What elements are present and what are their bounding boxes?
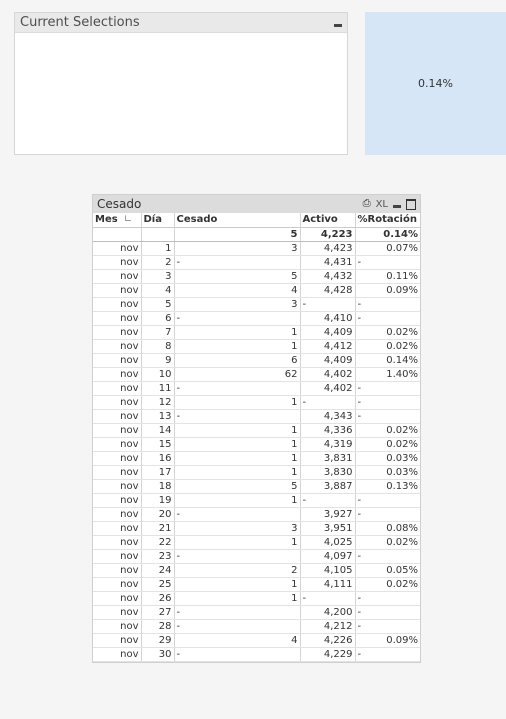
cell-dia[interactable]: 15 [141,437,174,451]
cell-cesado[interactable]: 1 [174,437,300,451]
cell-cesado[interactable]: - [174,647,300,661]
cell-cesado[interactable]: 4 [174,633,300,647]
cell-mes[interactable]: nov [93,605,141,619]
cell-mes[interactable]: nov [93,395,141,409]
table-row[interactable] [93,339,420,353]
cell-mes[interactable]: nov [93,465,141,479]
table-row[interactable] [93,465,420,479]
cell-dia[interactable]: 6 [141,311,174,325]
cell-mes[interactable]: nov [93,325,141,339]
column-header-mes[interactable]: Mes ∟ [93,213,141,227]
cell-mes[interactable]: nov [93,423,141,437]
table-row[interactable] [93,591,420,605]
rotation-kpi-value: 0.14% [418,77,453,90]
cell-activo[interactable]: 4,423 [300,241,355,255]
cell-cesado[interactable]: 3 [174,521,300,535]
table-row[interactable] [93,283,420,297]
cell-dia[interactable]: 16 [141,451,174,465]
totals-row [93,227,420,241]
cell-activo[interactable]: 4,025 [300,535,355,549]
cell-cesado[interactable]: 1 [174,591,300,605]
cell-rotacion[interactable]: 0.03% [355,451,420,465]
minimize-icon[interactable] [393,200,401,208]
table-row[interactable] [93,241,420,255]
cell-dia[interactable]: 27 [141,605,174,619]
cell-dia[interactable]: 21 [141,521,174,535]
cell-rotacion[interactable]: - [355,647,420,661]
table-row[interactable] [93,437,420,451]
cell-activo[interactable]: 4,336 [300,423,355,437]
cell-mes[interactable]: nov [93,339,141,353]
table-row[interactable] [93,409,420,423]
cell-mes[interactable]: nov [93,591,141,605]
cell-dia[interactable]: 26 [141,591,174,605]
cell-dia[interactable]: 28 [141,619,174,633]
cell-cesado[interactable]: 2 [174,563,300,577]
cell-rotacion[interactable]: 0.14% [355,353,420,367]
header-row [93,213,420,227]
cell-dia[interactable]: 1 [141,241,174,255]
cell-activo[interactable]: 4,229 [300,647,355,661]
total-mes [93,227,141,241]
cell-activo[interactable]: 4,409 [300,353,355,367]
table-row[interactable] [93,367,420,381]
table-row[interactable] [93,325,420,339]
cell-mes[interactable]: nov [93,577,141,591]
table-row[interactable] [93,647,420,661]
cell-rotacion[interactable]: - [355,255,420,269]
cell-cesado[interactable]: 5 [174,269,300,283]
cell-dia[interactable]: 3 [141,269,174,283]
cell-activo[interactable]: 4,409 [300,325,355,339]
cell-activo[interactable]: 4,410 [300,311,355,325]
cell-cesado[interactable]: 1 [174,535,300,549]
cell-rotacion[interactable]: - [355,493,420,507]
cell-dia[interactable]: 4 [141,283,174,297]
table-row[interactable] [93,563,420,577]
cell-activo[interactable]: - [300,591,355,605]
table-row[interactable] [93,479,420,493]
cell-cesado[interactable]: 3 [174,241,300,255]
cell-mes[interactable]: nov [93,479,141,493]
cell-rotacion[interactable]: 0.11% [355,269,420,283]
cesado-caption [93,195,420,213]
cell-activo[interactable]: 4,402 [300,381,355,395]
current-selections-box [14,12,348,155]
cell-mes[interactable]: nov [93,409,141,423]
table-row[interactable] [93,549,420,563]
table-row[interactable] [93,493,420,507]
cell-dia[interactable]: 8 [141,339,174,353]
table-row[interactable] [93,381,420,395]
cell-cesado[interactable]: 6 [174,353,300,367]
cell-mes[interactable]: nov [93,647,141,661]
cell-dia[interactable]: 24 [141,563,174,577]
cell-mes[interactable]: nov [93,241,141,255]
cell-cesado[interactable]: 62 [174,367,300,381]
table-row[interactable] [93,297,420,311]
table-row[interactable] [93,353,420,367]
cell-rotacion[interactable]: 0.07% [355,241,420,255]
cell-rotacion[interactable]: - [355,409,420,423]
cell-dia[interactable]: 19 [141,493,174,507]
cell-rotacion[interactable]: 0.02% [355,437,420,451]
cell-mes[interactable]: nov [93,549,141,563]
total-dia [141,227,174,241]
total-rotacion: 0.14% [355,227,420,241]
excel-export-icon[interactable]: XL [375,198,388,210]
cell-activo[interactable]: 4,412 [300,339,355,353]
table-row[interactable] [93,311,420,325]
cell-dia[interactable]: 10 [141,367,174,381]
cell-rotacion[interactable]: 0.02% [355,325,420,339]
cell-activo[interactable]: 4,432 [300,269,355,283]
cell-rotacion[interactable]: 0.09% [355,633,420,647]
cell-dia[interactable]: 7 [141,325,174,339]
table-row[interactable] [93,255,420,269]
sort-indicator-icon: ∟ [123,214,133,226]
cell-dia[interactable]: 12 [141,395,174,409]
cell-mes[interactable]: nov [93,451,141,465]
cell-rotacion[interactable]: 0.09% [355,283,420,297]
table-row[interactable] [93,423,420,437]
cell-cesado[interactable]: - [174,605,300,619]
cell-rotacion[interactable]: - [355,311,420,325]
cell-mes[interactable]: nov [93,619,141,633]
cell-activo[interactable]: 3,830 [300,465,355,479]
cell-mes[interactable]: nov [93,311,141,325]
cell-dia[interactable]: 18 [141,479,174,493]
cell-cesado[interactable]: 1 [174,465,300,479]
cell-rotacion[interactable]: - [355,297,420,311]
column-header-cesado[interactable]: Cesado [174,213,300,227]
cell-cesado[interactable]: 1 [174,339,300,353]
cell-rotacion[interactable]: - [355,619,420,633]
table-row[interactable] [93,521,420,535]
cell-rotacion[interactable]: 0.13% [355,479,420,493]
table-row[interactable] [93,619,420,633]
cell-mes[interactable]: nov [93,535,141,549]
cell-rotacion[interactable]: 1.40% [355,367,420,381]
cell-mes[interactable]: nov [93,633,141,647]
cell-rotacion[interactable]: 0.02% [355,339,420,353]
cell-activo[interactable]: 4,097 [300,549,355,563]
cell-cesado[interactable]: 1 [174,451,300,465]
cell-mes[interactable]: nov [93,255,141,269]
cell-mes[interactable]: nov [93,563,141,577]
total-activo: 4,223 [300,227,355,241]
cell-activo[interactable]: 4,431 [300,255,355,269]
cell-rotacion[interactable]: - [355,381,420,395]
table-row[interactable] [93,577,420,591]
cell-activo[interactable]: 4,111 [300,577,355,591]
cell-dia[interactable]: 11 [141,381,174,395]
cell-mes[interactable]: nov [93,297,141,311]
column-header-dia[interactable]: Día [141,213,174,227]
cell-cesado[interactable]: - [174,549,300,563]
cell-dia[interactable]: 25 [141,577,174,591]
cell-mes[interactable]: nov [93,367,141,381]
cell-rotacion[interactable]: 0.02% [355,577,420,591]
cell-dia[interactable]: 5 [141,297,174,311]
print-icon[interactable]: ⎙ [362,198,371,209]
cell-rotacion[interactable]: 0.02% [355,535,420,549]
cell-cesado[interactable]: - [174,311,300,325]
cell-rotacion[interactable]: 0.05% [355,563,420,577]
cell-cesado[interactable]: - [174,381,300,395]
cell-rotacion[interactable]: - [355,591,420,605]
cell-cesado[interactable]: 1 [174,395,300,409]
cell-cesado[interactable]: - [174,255,300,269]
cell-mes[interactable]: nov [93,269,141,283]
cell-rotacion[interactable]: - [355,605,420,619]
cell-rotacion[interactable]: - [355,549,420,563]
cell-activo[interactable]: - [300,297,355,311]
cell-activo[interactable]: 3,927 [300,507,355,521]
cell-mes[interactable]: nov [93,353,141,367]
maximize-icon[interactable] [406,199,416,210]
cell-dia[interactable]: 20 [141,507,174,521]
column-header-rotacion[interactable]: %Rotación [355,213,420,227]
cell-cesado[interactable]: 1 [174,423,300,437]
cell-cesado[interactable]: - [174,507,300,521]
cell-rotacion[interactable]: 0.03% [355,465,420,479]
cell-mes[interactable]: nov [93,493,141,507]
cell-cesado[interactable]: - [174,619,300,633]
cell-dia[interactable]: 22 [141,535,174,549]
cell-activo[interactable]: 3,951 [300,521,355,535]
table-row[interactable] [93,605,420,619]
cell-activo[interactable]: 4,428 [300,283,355,297]
table-row[interactable] [93,507,420,521]
cell-mes[interactable]: nov [93,381,141,395]
cell-dia[interactable]: 2 [141,255,174,269]
cell-dia[interactable]: 14 [141,423,174,437]
cell-rotacion[interactable]: 0.02% [355,423,420,437]
cell-cesado[interactable]: 3 [174,297,300,311]
cell-dia[interactable]: 9 [141,353,174,367]
cell-rotacion[interactable]: - [355,395,420,409]
cell-activo[interactable]: 4,343 [300,409,355,423]
cell-activo[interactable]: 4,319 [300,437,355,451]
cell-activo[interactable]: - [300,493,355,507]
cell-rotacion[interactable]: - [355,507,420,521]
current-selections-header [15,13,347,33]
cell-activo[interactable]: 4,200 [300,605,355,619]
cell-mes[interactable]: nov [93,437,141,451]
cell-cesado[interactable]: 4 [174,283,300,297]
cesado-table [93,213,420,662]
table-row[interactable] [93,535,420,549]
cell-activo[interactable]: 4,212 [300,619,355,633]
cell-cesado[interactable]: 1 [174,577,300,591]
table-row[interactable] [93,395,420,409]
minimize-icon[interactable] [334,19,342,27]
cell-activo[interactable]: 4,105 [300,563,355,577]
cell-rotacion[interactable]: 0.08% [355,521,420,535]
cell-dia[interactable]: 30 [141,647,174,661]
cell-activo[interactable]: 3,831 [300,451,355,465]
cell-activo[interactable]: 4,402 [300,367,355,381]
cell-activo[interactable]: 3,887 [300,479,355,493]
table-row[interactable] [93,633,420,647]
cell-mes[interactable]: nov [93,521,141,535]
table-row[interactable] [93,451,420,465]
cell-activo[interactable]: 4,226 [300,633,355,647]
cell-cesado[interactable]: - [174,409,300,423]
cell-dia[interactable]: 23 [141,549,174,563]
cell-mes[interactable]: nov [93,283,141,297]
column-header-activo[interactable]: Activo [300,213,355,227]
cell-dia[interactable]: 29 [141,633,174,647]
current-selections-title: Current Selections [20,15,140,30]
cell-cesado[interactable]: 1 [174,325,300,339]
cell-activo[interactable]: - [300,395,355,409]
cell-cesado[interactable]: 1 [174,493,300,507]
cell-dia[interactable]: 13 [141,409,174,423]
table-row[interactable] [93,269,420,283]
cell-mes[interactable]: nov [93,507,141,521]
rotation-kpi-box [365,12,506,155]
cell-dia[interactable]: 17 [141,465,174,479]
total-cesado: 5 [174,227,300,241]
cell-cesado[interactable]: 5 [174,479,300,493]
cesado-title: Cesado [97,197,142,211]
cesado-table-object [92,194,421,663]
